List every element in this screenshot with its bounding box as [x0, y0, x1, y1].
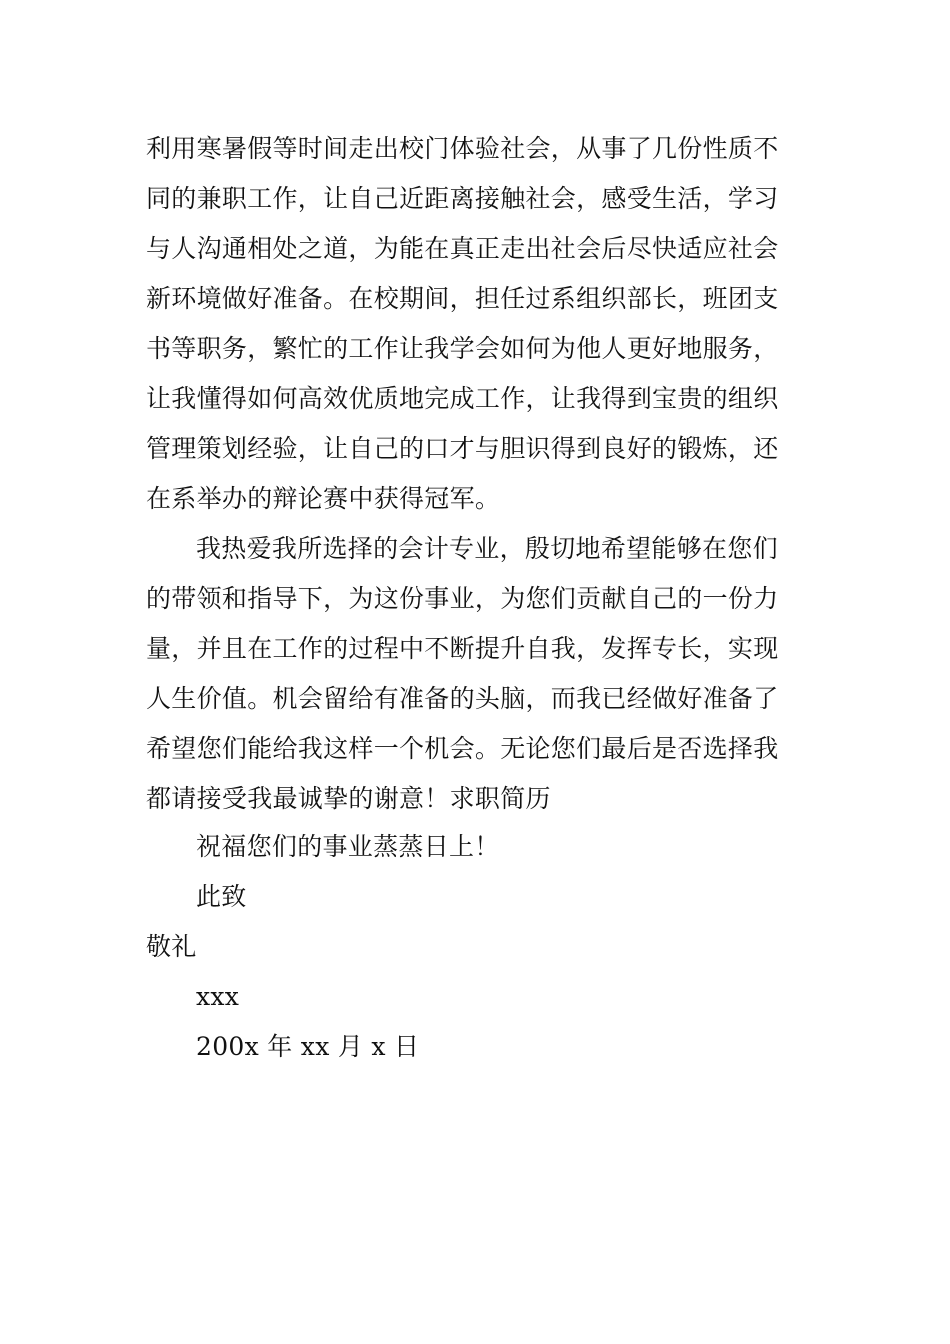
closing-salutation-1: 此致	[196, 882, 247, 911]
paragraph1-line-4: 新环境做好准备。在校期间，担任过系组织部长，班团支	[146, 284, 779, 313]
paragraph1-line-5: 书等职务，繁忙的工作让我学会如何为他人更好地服务，	[146, 334, 779, 363]
paragraph1-line-1: 利用寒暑假等时间走出校门体验社会，从事了几份性质不	[146, 134, 779, 163]
paragraph2-line-2: 的带领和指导下，为这份事业，为您们贡献自己的一份力	[146, 584, 779, 613]
paragraph2-line-6: 都请接受我最诚挚的谢意！求职简历	[146, 784, 551, 813]
paragraph1-line-8: 在系举办的辩论赛中获得冠军。	[146, 484, 501, 513]
paragraph2-line-1: 我热爱我所选择的会计专业，殷切地希望能够在您们	[196, 534, 778, 563]
paragraph1-line-2: 同的兼职工作，让自己近距离接触社会，感受生活，学习	[146, 184, 779, 213]
paragraph1-line-7: 管理策划经验，让自己的口才与胆识得到良好的锻炼，还	[146, 434, 779, 463]
closing-salutation-2: 敬礼	[146, 932, 197, 961]
paragraph2-line-4: 人生价值。机会留给有准备的头脑，而我已经做好准备了	[146, 684, 779, 713]
signature: xxx	[196, 982, 240, 1011]
letter-date: 200x 年 xx 月 x 日	[196, 1032, 420, 1061]
paragraph1-line-6: 让我懂得如何高效优质地完成工作，让我得到宝贵的组织	[146, 384, 779, 413]
closing-wish: 祝福您们的事业蒸蒸日上！	[196, 832, 500, 861]
paragraph2-line-5: 希望您们能给我这样一个机会。无论您们最后是否选择我	[146, 734, 779, 763]
paragraph2-line-3: 量，并且在工作的过程中不断提升自我，发挥专长，实现	[146, 634, 779, 663]
paragraph1-line-3: 与人沟通相处之道，为能在真正走出社会后尽快适应社会	[146, 234, 779, 263]
